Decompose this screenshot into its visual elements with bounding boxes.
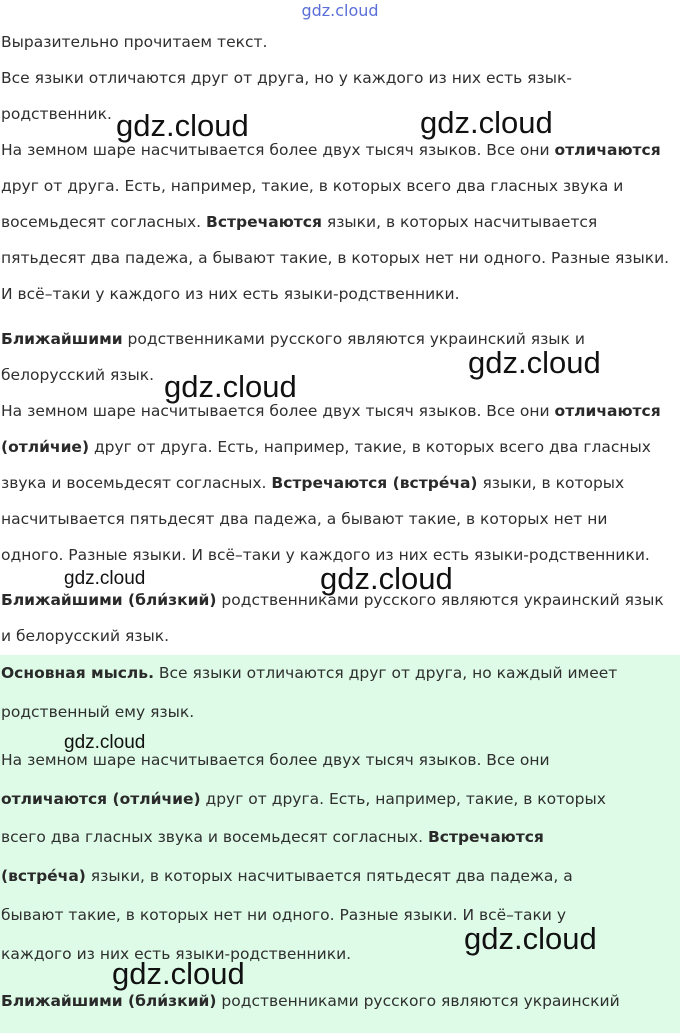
text-segment: и белорусский язык. [1,627,170,645]
text-line [1,627,169,645]
watermark: gdz.cloud [320,561,453,596]
text-line [1,285,460,303]
text-segment: всего два гласных звука и восемьдесят согласных. [1,828,428,846]
bold-text: Ближайшими [1,330,123,348]
watermark: gdz.cloud [468,345,601,380]
text-segment: Все языки отличаются друг от друга, но у каждого из них есть язык- [1,69,572,87]
watermark: gdz.cloud [464,921,597,956]
text-segment: восемьдесят согласных. [1,213,207,231]
text-segment: И всё–таки у каждого из них есть языки-родственники. [1,285,460,303]
text-segment: На земном шаре насчитывается более двух тысяч языков. Все они [1,402,555,420]
bold-text: Основная мысль. [1,664,154,682]
text-segment: насчитывается пятьдесят два падежа, а бывают такие, в которых нет ни [1,510,608,528]
bold-text: отличаются (отли́чие) [1,790,201,808]
text-line [1,510,607,528]
text-segment: Выразительно прочитаем текст. [1,33,268,51]
text-line [1,105,112,123]
text-segment: друг от друга. Есть, например, такие, в которых [200,790,606,808]
bold-text: Ближайшими (бли́зкий) [1,992,217,1010]
text-segment: Все языки отличаются друг от друга, но каждый имеет [153,664,618,682]
watermark: gdz.cloud [420,105,553,140]
bold-text: (отли́чие) [1,438,90,456]
text-segment: одного. Разные языки. И всё–таки у каждого из них есть языки-родственники. [1,546,650,564]
text-segment: звука и восемьдесят согласных. [1,474,272,492]
watermark: gdz.cloud [116,108,249,143]
text-segment: бывают такие, в которых нет ни одного. Разные языки. И всё–таки у [1,906,566,924]
bold-text: отличаются [554,402,661,420]
text-line [1,703,194,721]
text-segment: родственник. [1,105,112,123]
text-segment: На земном шаре насчитывается более двух тысяч языков. Все они [1,751,550,769]
text-line [1,867,573,885]
text-segment: родственниками русского являются украинский [216,992,620,1010]
watermark: gdz.cloud [64,732,146,753]
text-segment: родственниками русского являются украинский язык и [122,330,585,348]
text-line [1,992,620,1010]
text-line [1,177,623,195]
text-segment: языки, в которых насчитывается [321,213,598,231]
bold-text: отличаются [554,141,661,159]
text-segment: языки, в которых насчитывается пятьдесят два падежа, а [85,867,573,885]
text-segment: На земном шаре насчитывается более двух тысяч языков. Все они [1,141,555,159]
text-line [1,828,544,846]
text-line [1,33,267,51]
bold-text: Встречаются (встре́ча) [271,474,478,492]
bold-text: (встре́ча) [1,867,86,885]
text-line [1,249,669,267]
text-line [1,366,154,384]
bold-text: Ближайшими (бли́зкий) [1,591,217,609]
text-segment: родственниками русского являются украинский язык [216,591,664,609]
text-line [1,69,572,87]
bold-text: Встречаются [206,213,322,231]
text-line [1,402,661,420]
text-segment: родственный ему язык. [1,703,195,721]
text-segment: друг от друга. Есть, например, такие, в которых всего два гласных звука и [1,177,624,195]
text-line [1,790,606,808]
text-segment: пятьдесят два падежа, а бывают такие, в которых нет ни одного. Разные языки. [1,249,670,267]
watermark: gdz.cloud [112,956,245,991]
watermark: gdz.cloud [64,568,146,589]
top-watermark: gdz.cloud [301,1,379,20]
text-line [1,438,651,456]
watermark: gdz.cloud [164,369,297,404]
text-segment: белорусский язык. [1,366,155,384]
text-line [1,474,624,492]
text-line [1,213,597,231]
text-segment: друг от друга. Есть, например, такие, в которых всего два гласных [89,438,651,456]
text-line [1,141,661,159]
bold-text: Встречаются [427,828,544,846]
text-segment: каждого из них есть языки-родственники. [1,945,352,963]
text-line [1,664,617,682]
text-segment: языки, в которых [477,474,625,492]
